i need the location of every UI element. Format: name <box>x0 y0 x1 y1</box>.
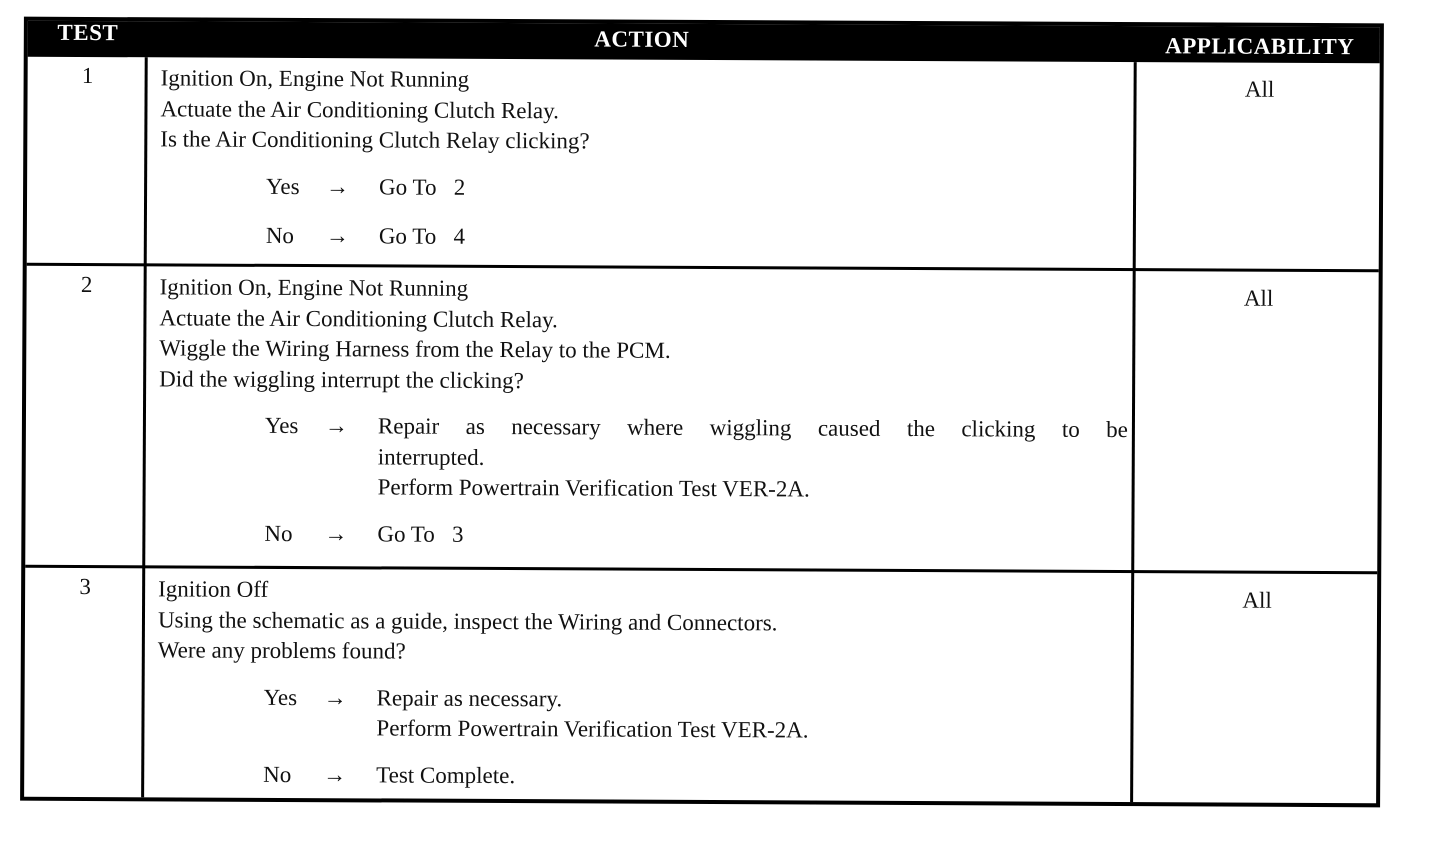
header-test: TEST <box>57 19 119 46</box>
arrow-icon: → <box>324 413 348 439</box>
arrow-icon: → <box>323 684 347 710</box>
result-line: Go To 4 <box>378 223 466 249</box>
outcome-yes <box>160 171 1130 206</box>
outcome-result <box>376 683 1126 748</box>
outcome-result <box>379 172 1129 206</box>
arrow-icon: → <box>323 761 347 787</box>
applicability-cell: All <box>1244 76 1275 102</box>
test-number: 1 <box>81 62 94 89</box>
arrow-icon: → <box>325 223 349 249</box>
header-action: ACTION <box>594 26 690 52</box>
applicability-cell: All <box>1243 285 1274 311</box>
outcome-no <box>158 518 1128 553</box>
outcome-yes <box>157 682 1127 748</box>
action-line: Were any problems found? <box>157 637 406 664</box>
table-row-test-1 <box>27 57 1380 270</box>
answer-no: No <box>264 520 293 546</box>
outcome-result <box>378 411 1128 506</box>
action-line: Ignition Off <box>158 576 269 602</box>
action-line: Using the schematic as a guide, inspect the Wiring and Connectors. <box>157 606 778 635</box>
action-cell <box>160 63 1131 255</box>
outcome-result <box>377 519 1127 553</box>
answer-no: No <box>265 222 295 249</box>
action-cell <box>157 574 1128 794</box>
result-line: Perform Powertrain Verification Test VER-2A. <box>376 715 809 743</box>
action-line: Wiggle the Wiring Harness from the Relay to the PCM. <box>159 335 671 363</box>
action-line: Actuate the Air Conditioning Clutch Relay. <box>160 95 559 123</box>
answer-yes: Yes <box>263 684 298 710</box>
action-line: Actuate the Air Conditioning Clutch Relay. <box>159 304 558 332</box>
result-line: Repair as necessary where wiggling caused the clicking to be <box>377 413 1128 443</box>
action-line: Ignition On, Engine Not Running <box>160 65 470 92</box>
diagnostic-test-table <box>20 17 1384 808</box>
outcome-no <box>160 220 1130 255</box>
answer-yes: Yes <box>266 173 300 199</box>
test-number: 3 <box>79 573 91 600</box>
outcome-yes <box>159 410 1129 506</box>
arrow-icon: → <box>326 173 350 199</box>
action-line: Did the wiggling interrupt the clicking? <box>159 365 524 393</box>
header-applicability: APPLICABILITY <box>1165 33 1355 60</box>
applicability-cell: All <box>1242 587 1272 613</box>
outcome-no <box>157 759 1127 794</box>
answer-no: No <box>263 761 292 787</box>
result-line: Repair as necessary. <box>376 684 563 711</box>
result-line: interrupted. <box>377 443 485 470</box>
table-row-test-2 <box>25 266 1378 572</box>
result-line: Perform Powertrain Verification Test VER-2A. <box>377 474 810 502</box>
result-line: Go To 2 <box>379 173 466 200</box>
action-line: Ignition On, Engine Not Running <box>159 274 469 301</box>
test-number: 2 <box>80 271 93 298</box>
table-row-test-3 <box>24 568 1377 808</box>
action-line: Is the Air Conditioning Clutch Relay clicking? <box>160 126 590 154</box>
arrow-icon: → <box>324 520 348 546</box>
action-cell <box>158 272 1129 553</box>
result-line: Go To 3 <box>377 520 464 547</box>
answer-yes: Yes <box>264 412 299 439</box>
result-line: Test Complete. <box>376 761 516 788</box>
outcome-result <box>376 760 1126 794</box>
outcome-result <box>379 221 1129 255</box>
